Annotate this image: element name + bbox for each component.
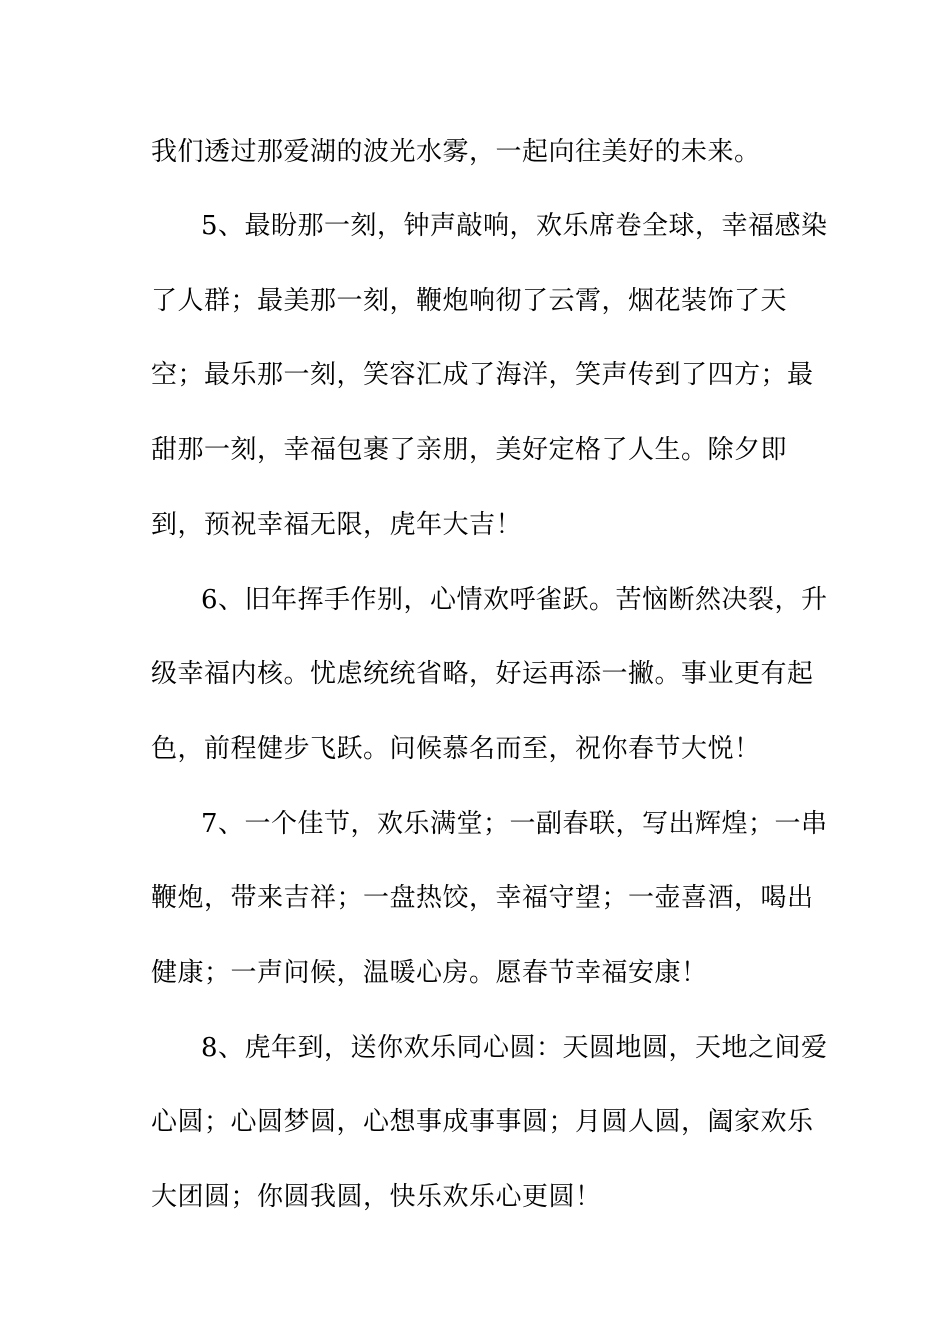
paragraph-5-line: 到，预祝幸福无限，虎年大吉！ xyxy=(151,510,523,540)
paragraph-5-line: 5、最盼那一刻，钟声敲响，欢乐席卷全球，幸福感染 xyxy=(201,211,828,241)
paragraph-8-line: 心圆；心圆梦圆，心想事成事事圆；月圆人圆，阖家欢乐 xyxy=(151,1107,814,1137)
paragraph-5-line: 了人群；最美那一刻，鞭炮响彻了云霄，烟花装饰了天 xyxy=(151,286,788,316)
text-line: 我们透过那爱湖的波光水雾，一起向往美好的未来。 xyxy=(151,137,761,167)
paragraph-6-line: 色，前程健步飞跃。问候慕名而至，祝你春节大悦！ xyxy=(151,734,761,764)
paragraph-7-line: 健康；一声问候，温暖心房。愿春节幸福安康！ xyxy=(151,958,708,988)
paragraph-6-line: 6、旧年挥手作别，心情欢呼雀跃。苦恼断然决裂，升 xyxy=(201,585,828,615)
paragraph-7-line: 鞭炮，带来吉祥；一盘热饺，幸福守望；一壶喜酒，喝出 xyxy=(151,883,814,913)
paragraph-6-line: 级幸福内核。忧虑统统省略，好运再添一撇。事业更有起 xyxy=(151,659,814,689)
paragraph-7-line: 7、一个佳节，欢乐满堂；一副春联，写出辉煌；一串 xyxy=(201,809,828,839)
paragraph-8-line: 8、虎年到，送你欢乐同心圆：天圆地圆，天地之间爱 xyxy=(201,1033,828,1063)
paragraph-5-line: 空；最乐那一刻，笑容汇成了海洋，笑声传到了四方；最 xyxy=(151,360,814,390)
paragraph-8-line: 大团圆；你圆我圆，快乐欢乐心更圆！ xyxy=(151,1182,602,1212)
paragraph-5-line: 甜那一刻，幸福包裹了亲朋，美好定格了人生。除夕即 xyxy=(151,435,788,465)
